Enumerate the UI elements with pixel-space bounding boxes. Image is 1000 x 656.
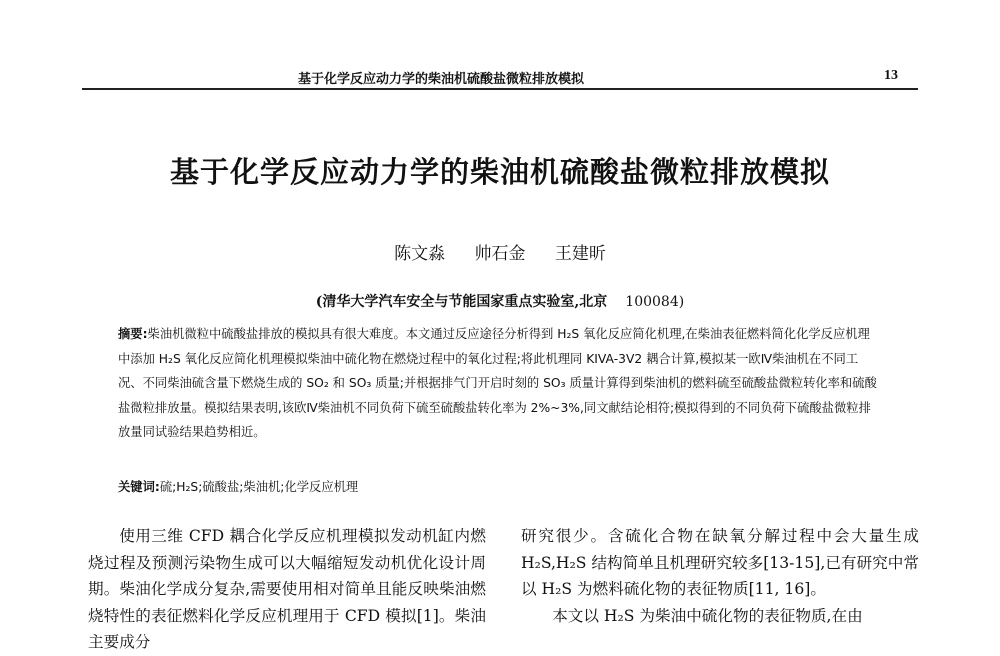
abstract-label: 摘要:	[118, 327, 148, 341]
body-column-left	[88, 523, 486, 656]
author-3: 王建昕	[554, 244, 606, 264]
keywords	[118, 476, 878, 498]
affiliation-text: (清华大学汽车安全与节能国家重点实验室,北京	[315, 294, 608, 310]
body-right-paragraph-1: 研究很少。含硫化合物在缺氧分解过程中会大量生成 H₂S,H₂S 结构简单且机理研究较多[13-15],已有研究中常以 H₂S 为燃料硫化物的表征物质[11, 16]。	[521, 527, 919, 598]
header-rule	[82, 88, 918, 90]
body-column-right	[521, 523, 919, 629]
keywords-label: 关键词:	[118, 480, 160, 494]
page-number: 13	[884, 68, 898, 83]
keywords-text: 硫;H₂S;硫酸盐;柴油机;化学反应机理	[159, 480, 359, 494]
paper-title: 基于化学反应动力学的柴油机硫酸盐微粒排放模拟	[169, 155, 830, 189]
abstract	[118, 322, 878, 445]
author-1: 陈文淼	[394, 244, 446, 264]
running-header: 基于化学反应动力学的柴油机硫酸盐微粒排放模拟	[298, 72, 585, 87]
abstract-text: 柴油机微粒中硫酸盐排放的模拟具有很大难度。本文通过反应途径分析得到 H₂S 氧化反应简化机理,在柴油表征燃料简化化学反应机理中添加 H₂S 氧化反应简化机理模拟柴油中硫化物在燃烧过程中的氧化过程;将此机理同 KIVA-3V2 耦合计算,模拟某一欧Ⅳ柴油机在不同工况、不同柴油硫含量下燃烧生成的 SO₂ 和 SO₃ 质量;并根据排气门开启时刻的 SO₃ 质量计算得到柴油机的燃料硫至硫酸盐微粒转化率和硫酸盐微粒排放量。模拟结果表明,该欧Ⅳ柴油机不同负荷下硫至硫酸盐转化率为 2%~3%,同文献结论相符;模拟得到的不同负荷下硫酸盐微粒排放量同试验结果趋势相近。	[118, 327, 877, 439]
body-right-paragraph-2: 本文以 H₂S 为柴油中硫化物的表征物质,在由	[552, 606, 863, 625]
authors	[200, 239, 800, 264]
body-left-paragraph: 使用三维 CFD 耦合化学反应机理模拟发动机缸内燃烧过程及预测污染物生成可以大幅缩短发动机优化设计周期。柴油化学成分复杂,需要使用相对简单且能反映柴油燃烧特性的表征燃料化学反应机理用于 CFD 模拟[1]。柴油主要成分	[88, 527, 486, 651]
affiliation-zip: 100084)	[625, 294, 685, 310]
affiliation	[120, 291, 880, 311]
author-2: 帅石金	[474, 244, 526, 264]
